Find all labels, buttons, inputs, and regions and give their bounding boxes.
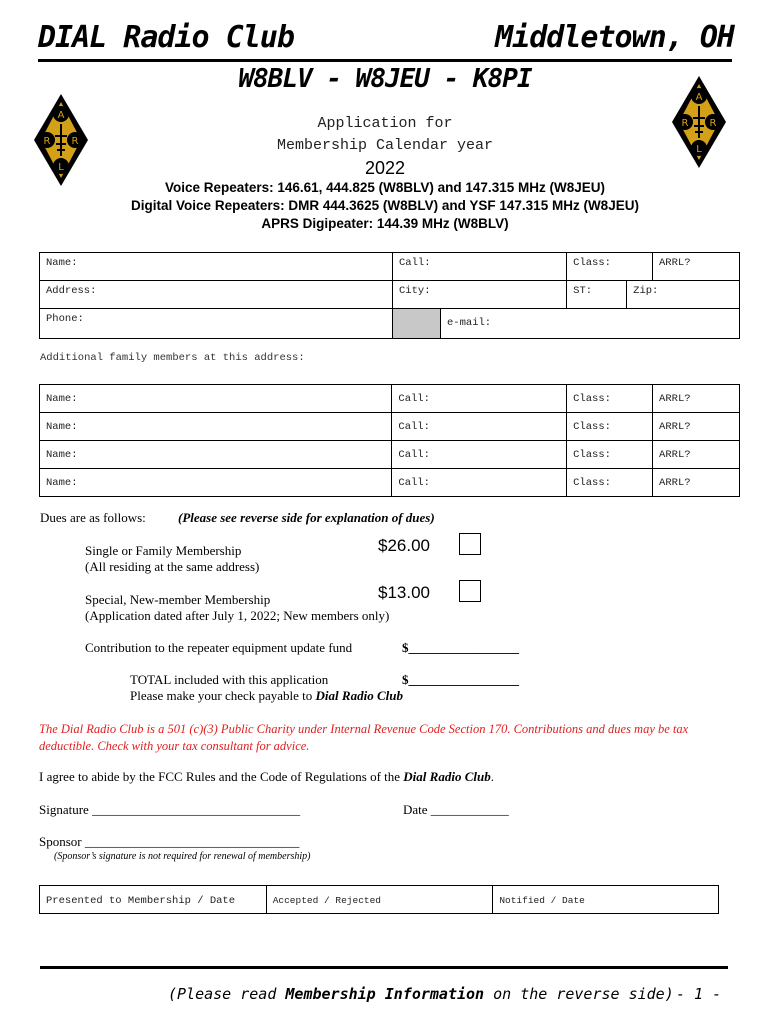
family-row [40, 413, 740, 441]
call-field[interactable]: Call: [393, 253, 567, 281]
dues-note: (Please see reverse side for explanation of dues) [178, 510, 435, 525]
club-location: Middletown, OH [495, 20, 734, 55]
logo-letter: R [71, 136, 79, 147]
family-members-table [39, 384, 740, 497]
family-row [40, 441, 740, 469]
family-class-field[interactable]: Class: [567, 385, 653, 413]
state-field[interactable]: ST: [567, 281, 627, 309]
payable-prefix: Please make your check payable to [130, 688, 316, 703]
family-arrl-field[interactable]: ARRL? [653, 385, 740, 413]
family-arrl-field[interactable]: ARRL? [653, 413, 740, 441]
application-line1: Application for [317, 115, 453, 132]
name-field[interactable]: Name: [40, 253, 393, 281]
accepted-rejected-field[interactable]: Accepted / Rejected [266, 886, 493, 914]
family-row [40, 385, 740, 413]
single-membership-detail: (All residing at the same address) [85, 559, 260, 574]
notified-date-field[interactable]: Notified / Date [493, 886, 719, 914]
family-call-field[interactable]: Call: [392, 469, 567, 497]
single-membership-checkbox[interactable] [459, 533, 481, 555]
contribution-amount-field[interactable]: $_________________ [402, 640, 519, 655]
dues-label: Dues are as follows: [40, 510, 146, 525]
family-name-field[interactable]: Name: [40, 413, 392, 441]
family-row [40, 469, 740, 497]
payable-club-name: Dial Radio Club [315, 688, 403, 703]
sponsor-field[interactable]: Sponsor _________________________________ [39, 834, 300, 849]
total-amount-field[interactable]: $_________________ [402, 672, 519, 687]
logo-letter: A [695, 92, 703, 103]
footer-note [168, 985, 674, 1003]
family-class-field[interactable]: Class: [567, 413, 653, 441]
special-membership-label: Special, New-member Membership [85, 592, 271, 607]
family-name-field[interactable]: Name: [40, 385, 392, 413]
digital-repeaters: Digital Voice Repeaters: DMR 444.3625 (W8BLV) and YSF 147.315 MHz (W8JEU) [131, 198, 639, 213]
shaded-cell [393, 309, 441, 339]
office-use-table [39, 885, 719, 914]
address-field[interactable]: Address: [40, 281, 393, 309]
date-field[interactable]: Date ____________ [403, 802, 509, 817]
family-heading: Additional family members at this address: [40, 352, 305, 364]
family-class-field[interactable]: Class: [567, 441, 653, 469]
family-call-field[interactable]: Call: [392, 385, 567, 413]
special-membership-detail: (Application dated after July 1, 2022; New members only) [85, 608, 390, 623]
callsigns: W8BLV - W8JEU - K8PI [238, 64, 532, 94]
page-number: - 1 - [676, 985, 722, 1003]
total-label: TOTAL included with this application [130, 672, 329, 687]
club-title: DIAL Radio Club [38, 20, 294, 55]
logo-letter: A [57, 110, 65, 121]
footer-prefix: (Please read [168, 985, 286, 1003]
sponsor-note: (Sponsor’s signature is not required for renewal of membership) [54, 851, 311, 862]
arrl-field[interactable]: ARRL? [653, 253, 740, 281]
agreement-suffix: . [490, 769, 494, 784]
class-field[interactable]: Class: [567, 253, 653, 281]
family-name-field[interactable]: Name: [40, 441, 392, 469]
agreement-prefix: I agree to abide by the FCC Rules and the Code of Regulations of the [39, 769, 404, 784]
voice-repeaters: Voice Repeaters: 146.61, 444.825 (W8BLV) and 147.315 MHz (W8JEU) [165, 180, 605, 195]
family-name-field[interactable]: Name: [40, 469, 392, 497]
family-call-field[interactable]: Call: [392, 441, 567, 469]
contribution-label: Contribution to the repeater equipment update fund [85, 640, 353, 655]
family-call-field[interactable]: Call: [392, 413, 567, 441]
agreement-text [39, 769, 494, 785]
special-membership-checkbox[interactable] [459, 580, 481, 602]
city-field[interactable]: City: [393, 281, 567, 309]
zip-field[interactable]: Zip: [627, 281, 740, 309]
application-line2: Membership Calendar year [276, 137, 494, 154]
logo-letter: R [43, 136, 51, 147]
payable-instruction [130, 688, 403, 704]
member-info-table [39, 252, 740, 339]
membership-year: 2022 [364, 158, 406, 178]
logo-letter: R [709, 118, 717, 129]
signature-field[interactable]: Signature ________________________________ [39, 802, 301, 817]
single-membership-label: Single or Family Membership [85, 543, 242, 558]
logo-letter: L [696, 144, 702, 155]
family-arrl-field[interactable]: ARRL? [653, 469, 740, 497]
charity-note: The Dial Radio Club is a 501 (c)(3) Public Charity under Internal Revenue Code Section 170. Contributions and dues may be tax deductible. Check with your tax consultant for advice. [39, 722, 689, 753]
footer-suffix: on the reverse side) [484, 985, 674, 1003]
single-membership-price: $26.00 [378, 536, 430, 555]
logo-letter: L [58, 162, 64, 173]
family-class-field[interactable]: Class: [567, 469, 653, 497]
aprs-digipeater: APRS Digipeater: 144.39 MHz (W8BLV) [261, 216, 509, 231]
phone-field[interactable]: Phone: [40, 309, 393, 339]
family-arrl-field[interactable]: ARRL? [653, 441, 740, 469]
presented-date-field[interactable]: Presented to Membership / Date [40, 886, 267, 914]
logo-letter: R [681, 118, 689, 129]
special-membership-price: $13.00 [378, 583, 430, 602]
header-rule [38, 59, 732, 62]
email-field[interactable]: e-mail: [441, 309, 740, 339]
footer-bold: Membership Information [285, 985, 485, 1003]
footer-rule [40, 966, 728, 969]
agreement-club-name: Dial Radio Club [403, 769, 491, 784]
